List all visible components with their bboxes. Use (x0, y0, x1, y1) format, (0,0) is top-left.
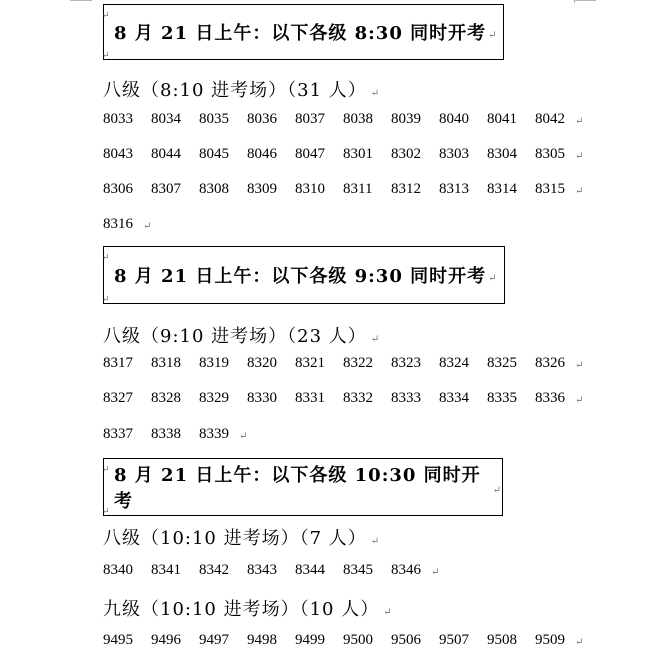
exam-number: 8326 (535, 355, 565, 371)
exam-number-row (103, 111, 583, 128)
exam-number: 9506 (391, 632, 421, 648)
exam-number: 8338 (151, 426, 181, 442)
paragraph-mark: ↵ (383, 607, 393, 618)
section-title: 8 月 21 日上午：以下各级 10:30 同时开考 (114, 465, 481, 512)
exam-number: 8340 (103, 562, 133, 578)
exam-number: 8342 (199, 562, 229, 578)
paragraph-mark: ↵ (239, 431, 248, 442)
exam-number-row (103, 426, 247, 443)
exam-number: 9498 (247, 632, 277, 648)
group-heading (103, 524, 380, 550)
paragraph-mark: ↵ (431, 567, 440, 578)
exam-number: 9507 (439, 632, 469, 648)
exam-number: 8035 (199, 111, 229, 127)
paragraph-mark: ↵ (143, 221, 152, 232)
group-heading-text: 八级（9:10 进考场）（23 人） (103, 326, 367, 347)
exam-number: 9496 (151, 632, 181, 648)
group-heading (103, 322, 380, 348)
exam-number: 8033 (103, 111, 133, 127)
page-corner-mark-right (574, 0, 596, 1)
exam-number: 8041 (487, 111, 517, 127)
exam-number: 9500 (343, 632, 373, 648)
exam-number: 9508 (487, 632, 517, 648)
exam-number: 8315 (535, 181, 565, 197)
exam-number: 8320 (247, 355, 277, 371)
paragraph-mark: ↵ (575, 151, 584, 162)
exam-number: 8036 (247, 111, 277, 127)
exam-number: 8313 (439, 181, 469, 197)
paragraph-mark: ↵ (575, 360, 584, 371)
exam-number: 8343 (247, 562, 277, 578)
exam-number: 8302 (391, 146, 421, 162)
group-heading-text: 九级（10:10 进考场）（10 人） (103, 599, 380, 620)
exam-number-row (103, 390, 583, 407)
exam-number: 8308 (199, 181, 229, 197)
section-title: 8 月 21 日上午：以下各级 9:30 同时开考 (114, 266, 487, 287)
exam-number: 8304 (487, 146, 517, 162)
exam-number: 8327 (103, 390, 133, 406)
exam-number: 8341 (151, 562, 181, 578)
exam-number: 8040 (439, 111, 469, 127)
paragraph-mark: ↵ (370, 88, 381, 99)
paragraph-mark: ↵ (575, 186, 584, 197)
exam-number: 8312 (391, 181, 421, 197)
exam-number: 8335 (487, 390, 517, 406)
exam-number: 8043 (103, 146, 133, 162)
exam-number: 8319 (199, 355, 229, 371)
box-bottom-line-mark: ↵ (102, 295, 111, 305)
exam-number: 9509 (535, 632, 565, 648)
exam-number: 8311 (343, 181, 373, 197)
exam-number: 8323 (391, 355, 421, 371)
exam-number: 8305 (535, 146, 565, 162)
section-1-title-box (103, 4, 504, 60)
exam-number: 8317 (103, 355, 133, 371)
paragraph-mark: ↵ (488, 29, 498, 41)
exam-number: 8337 (103, 426, 133, 442)
group-heading (103, 76, 380, 102)
exam-number: 9495 (103, 632, 133, 648)
exam-number: 8344 (295, 562, 325, 578)
exam-number-row (103, 562, 439, 579)
section-2-title-box (103, 246, 505, 304)
exam-number: 8034 (151, 111, 181, 127)
exam-number: 8318 (151, 355, 181, 371)
exam-number: 8044 (151, 146, 181, 162)
exam-number: 8306 (103, 181, 133, 197)
exam-number: 8039 (391, 111, 421, 127)
exam-number: 8322 (343, 355, 373, 371)
group-heading-text: 八级（10:10 进考场）（7 人） (103, 528, 367, 549)
exam-number: 8332 (343, 390, 373, 406)
exam-number: 8042 (535, 111, 565, 127)
exam-number: 8336 (535, 390, 565, 406)
exam-number: 8038 (343, 111, 373, 127)
exam-number: 8046 (247, 146, 277, 162)
group-heading-text: 八级（8:10 进考场）（31 人） (103, 80, 367, 101)
group-heading (103, 595, 393, 621)
exam-number: 8333 (391, 390, 421, 406)
exam-number: 8047 (295, 146, 325, 162)
exam-number: 8324 (439, 355, 469, 371)
exam-number: 9497 (199, 632, 229, 648)
paragraph-mark: ↵ (492, 484, 502, 496)
box-top-line-mark: ↵ (102, 11, 111, 21)
exam-number: 8334 (439, 390, 469, 406)
paragraph-mark: ↵ (575, 395, 584, 406)
exam-number: 8301 (343, 146, 373, 162)
box-bottom-line-mark: ↵ (102, 51, 111, 61)
exam-number: 8339 (199, 426, 229, 442)
exam-number: 8316 (103, 216, 133, 232)
box-top-line-mark: ↵ (102, 253, 111, 263)
exam-number-row (103, 181, 583, 198)
exam-number: 8309 (247, 181, 277, 197)
paragraph-mark: ↵ (370, 334, 381, 345)
exam-number: 8310 (295, 181, 325, 197)
page-corner-mark-left (70, 0, 92, 1)
paragraph-mark: ↵ (488, 272, 498, 284)
exam-number: 8045 (199, 146, 229, 162)
exam-number: 8303 (439, 146, 469, 162)
exam-number-row (103, 216, 151, 233)
exam-number: 8325 (487, 355, 517, 371)
exam-number: 8321 (295, 355, 325, 371)
exam-number: 9499 (295, 632, 325, 648)
paragraph-mark: ↵ (575, 637, 584, 648)
exam-number-row (103, 146, 583, 163)
paragraph-mark: ↵ (370, 536, 381, 547)
exam-number-row (103, 355, 583, 372)
page-corner-mark-right-vertical (574, 0, 575, 3)
paragraph-mark: ↵ (575, 116, 584, 127)
exam-number: 8330 (247, 390, 277, 406)
exam-number-row (103, 632, 583, 649)
box-bottom-line-mark: ↵ (102, 507, 111, 517)
exam-number: 8329 (199, 390, 229, 406)
section-title: 8 月 21 日上午：以下各级 8:30 同时开考 (114, 23, 487, 44)
exam-number: 8345 (343, 562, 373, 578)
section-3-title-box (103, 458, 503, 516)
exam-number: 8328 (151, 390, 181, 406)
exam-number: 8346 (391, 562, 421, 578)
exam-number: 8307 (151, 181, 181, 197)
exam-number: 8037 (295, 111, 325, 127)
box-top-line-mark: ↵ (102, 465, 111, 475)
exam-number: 8314 (487, 181, 517, 197)
exam-number: 8331 (295, 390, 325, 406)
